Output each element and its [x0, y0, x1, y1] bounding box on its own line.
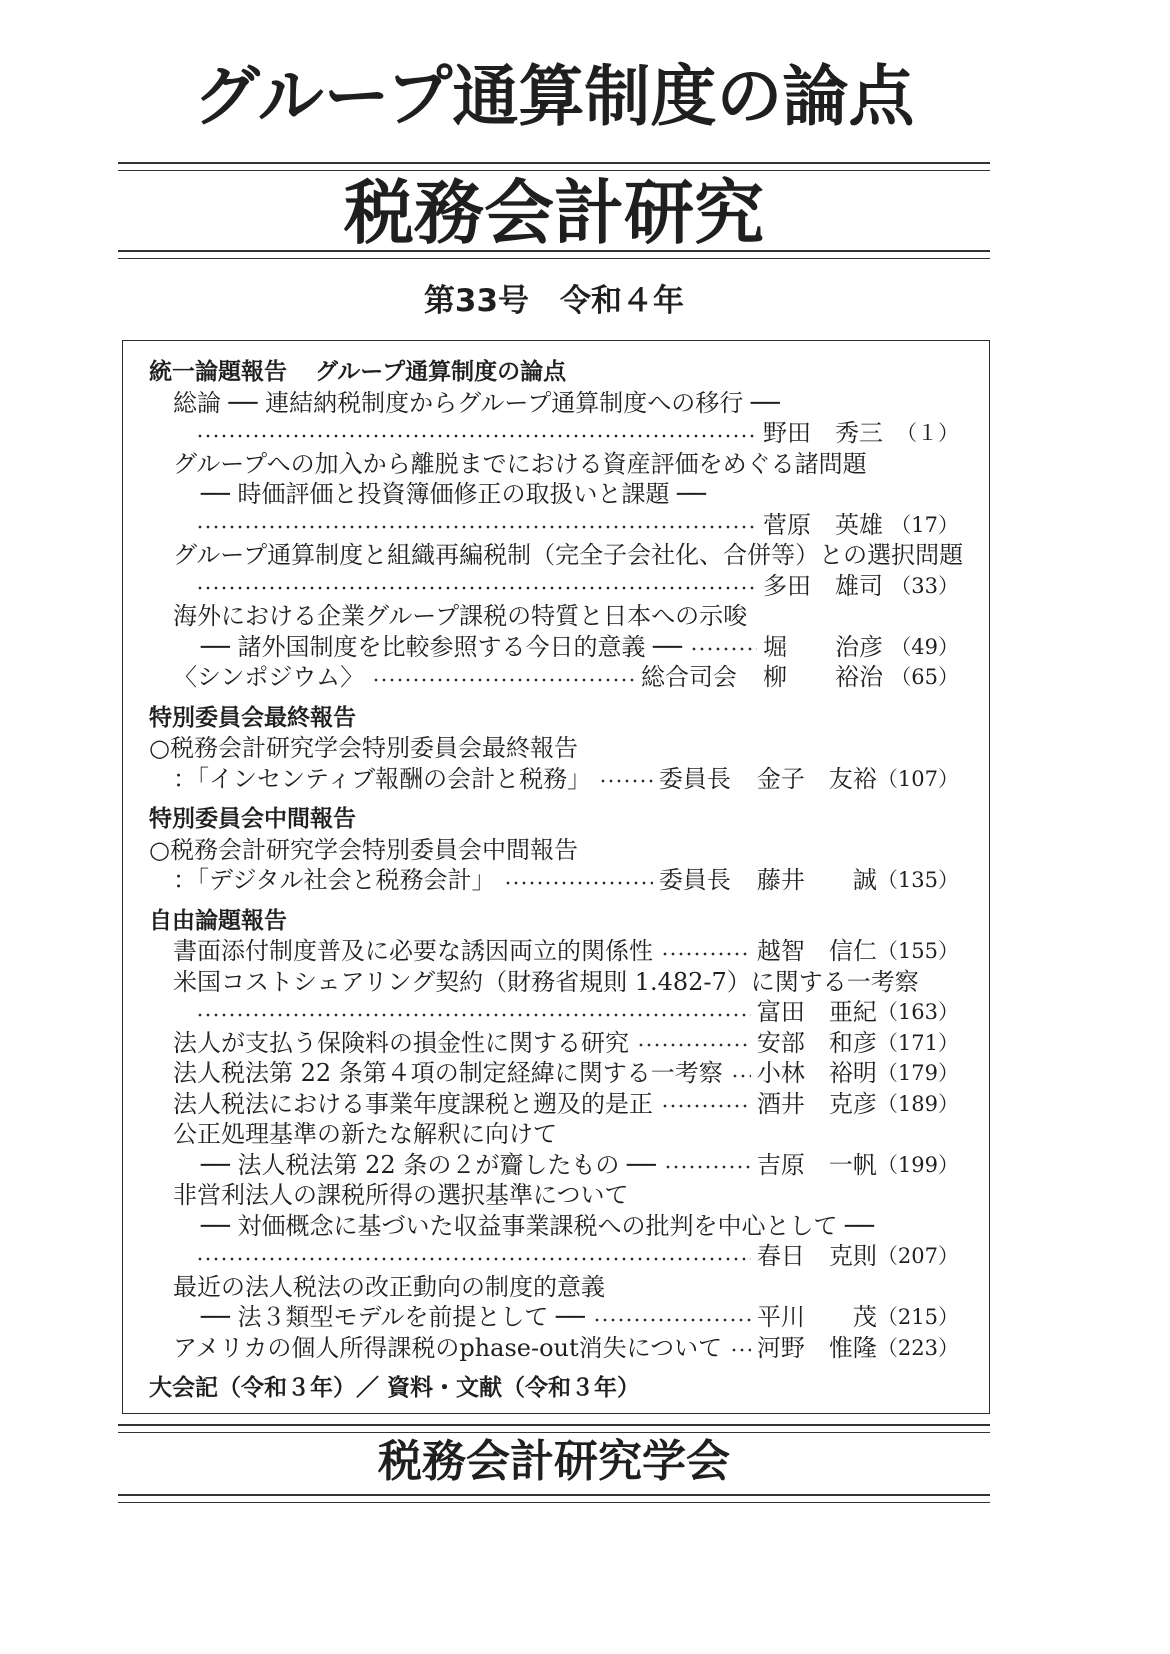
author-name: [763, 662, 883, 693]
section-heading: [149, 357, 959, 388]
author-given-name: 和彦: [828, 1028, 877, 1057]
entry-title: アメリカの個人所得課税のphase-out消失について: [173, 1333, 723, 1362]
author-given-name: 克則: [828, 1242, 877, 1270]
author-family-name: 平川: [756, 1303, 805, 1331]
section-heading: [149, 703, 959, 734]
author-family-name: 藤井: [756, 866, 805, 894]
entry-title-line: 海外における企業グループ課税の特質と日本への示唆: [173, 602, 748, 630]
dot-leader: [664, 1150, 751, 1180]
entry-leader-row: [149, 1333, 959, 1364]
double-rule: [118, 250, 990, 259]
double-rule: [118, 162, 990, 171]
issue-number: 第33号 令和４年: [423, 283, 685, 319]
entry-title-line: 公正処理基準の新たな解釈に向けて: [173, 1120, 557, 1148]
author-family-name: 酒井: [756, 1089, 805, 1118]
toc-entry: [149, 1180, 959, 1272]
dot-leader: [661, 1089, 751, 1119]
author-given-name: 英雄: [835, 510, 883, 539]
dot-leader: [731, 1058, 751, 1088]
entry-title-line: ○税務会計研究学会特別委員会中間報告: [149, 835, 578, 864]
table-of-contents: [122, 340, 990, 1414]
entry-leader-row: [149, 1028, 959, 1059]
author-role: 委員長: [658, 866, 731, 894]
page-number: （155）: [876, 939, 959, 963]
page-number: （179）: [876, 1061, 959, 1085]
toc-entry: [149, 540, 964, 601]
page-number: （163）: [876, 1000, 959, 1024]
author-name: [763, 632, 883, 663]
page-number: （107）: [876, 766, 959, 791]
author-name: [763, 418, 883, 449]
author-given-name: 一帆: [828, 1150, 877, 1179]
author-family-name: 小林: [756, 1059, 805, 1087]
author-role: 総合司会: [641, 663, 737, 691]
entry-title-line: 総論 ── 連結納税制度からグループ通算制度への移行 ──: [173, 388, 780, 417]
entry-leader-row: [149, 1150, 959, 1181]
entry-subtitle: ：「インセンティブ報酬の会計と税務」: [173, 764, 592, 793]
entry-leader-row: [149, 1302, 959, 1333]
author-name: [757, 997, 877, 1028]
entry-leader-row: [149, 418, 959, 449]
toc-entry: [149, 662, 959, 693]
entry-leader-row: [149, 662, 959, 693]
entry-title-line: 最近の法人税法の改正動向の制度的意義: [173, 1272, 605, 1301]
section-label: 特別委員会中間報告: [149, 806, 356, 832]
section-label: 特別委員会最終報告: [149, 704, 356, 731]
entry-leader-row: [149, 632, 959, 663]
author-family-name: 多田: [763, 571, 811, 600]
closing-note: 大会記（令和３年）／ 資料・文献（令和３年）: [149, 1375, 641, 1401]
author-family-name: 越智: [756, 937, 805, 965]
entry-title: 法人が支払う保険料の損金性に関する研究: [173, 1028, 629, 1057]
journal-title: 税務会計研究: [344, 172, 764, 254]
entry-leader-row: [149, 936, 959, 967]
entry-subtitle-line: ── 時価評価と投資簿価修正の取扱いと課題 ──: [201, 480, 707, 508]
author-given-name: 誠: [852, 866, 877, 894]
entry-title: 法人税法第 22 条第４項の制定経緯に関する一考察: [173, 1059, 723, 1087]
toc-entry: [149, 835, 959, 896]
dot-leader: [661, 936, 751, 966]
page-number: （33）: [890, 573, 959, 598]
entry-leader-row: [149, 997, 959, 1028]
entry-leader-row: [149, 1058, 959, 1089]
author-given-name: 茂: [852, 1303, 877, 1331]
entry-title-line: 米国コストシェアリング契約（財務省規則 1.482-7）に関する一考察: [173, 967, 919, 996]
toc-entry: [149, 967, 959, 1028]
toc-entry: [149, 1333, 959, 1364]
page-number: （215）: [876, 1305, 959, 1329]
author-name: [757, 764, 877, 795]
entry-leader-row: [149, 1089, 959, 1120]
entry-title: 法人税法における事業年度課税と遡及的是正: [173, 1089, 653, 1118]
toc-entry: [149, 733, 959, 794]
author-family-name: 野田: [763, 419, 811, 447]
author-family-name: 柳: [763, 663, 787, 691]
author-family-name: 春日: [756, 1242, 805, 1270]
section-heading: [149, 804, 959, 835]
author-given-name: 雄司: [835, 571, 883, 600]
author-family-name: 金子: [756, 764, 805, 793]
dot-leader: [504, 865, 653, 895]
author-given-name: 裕明: [828, 1059, 877, 1087]
author-given-name: 克彦: [828, 1089, 877, 1118]
toc-entry: [149, 1058, 959, 1089]
author-name: [757, 1058, 877, 1089]
section-heading: [149, 906, 959, 937]
entry-subtitle: ── 諸外国制度を比較参照する今日的意義 ──: [201, 632, 683, 661]
toc-entry: [149, 601, 959, 662]
author-family-name: 吉原: [756, 1150, 805, 1179]
entry-title-line: グループへの加入から離脱までにおける資産評価をめぐる諸問題: [173, 449, 867, 478]
section-label: 自由論題報告: [149, 907, 287, 934]
page-number: （223）: [876, 1335, 959, 1360]
entry-subtitle: ── 法３類型モデルを前提として ──: [201, 1303, 585, 1331]
author-name: [763, 510, 883, 541]
page-number: （65）: [890, 665, 959, 689]
publisher-name: 税務会計研究学会: [378, 1436, 730, 1487]
author-role: 委員長: [658, 764, 731, 793]
author-given-name: 治彦: [835, 632, 883, 661]
author-name: [757, 1241, 877, 1272]
page-number: （17）: [890, 512, 959, 537]
author-name: [763, 571, 883, 602]
author-family-name: 菅原: [763, 510, 811, 539]
author-name: [757, 936, 877, 967]
page-number: （189）: [876, 1091, 959, 1116]
author-given-name: 友裕: [828, 764, 877, 793]
dot-leader: [196, 997, 751, 1027]
author-family-name: 富田: [756, 998, 805, 1026]
author-given-name: 信仁: [828, 937, 877, 965]
author-name: [757, 1028, 877, 1059]
theme-title: グループ通算制度の論点: [193, 58, 915, 135]
entry-title: 書面添付制度普及に必要な誘因両立的関係性: [173, 937, 653, 965]
dot-leader: [196, 1241, 751, 1271]
double-rule: [118, 1424, 990, 1433]
toc-entry: [149, 1119, 959, 1180]
dot-leader: [372, 662, 635, 692]
double-rule: [118, 1494, 990, 1503]
dot-leader: [196, 510, 757, 540]
author-name: [757, 1150, 877, 1181]
dot-leader: [196, 418, 757, 448]
author-given-name: 亜紀: [828, 998, 877, 1026]
toc-entry: [149, 1028, 959, 1059]
page-number: （199）: [876, 1152, 959, 1177]
toc-entry: [149, 449, 959, 541]
author-family-name: 安部: [756, 1028, 805, 1057]
entry-leader-row: [149, 1241, 959, 1272]
dot-leader: [637, 1028, 751, 1058]
author-family-name: 堀: [763, 632, 787, 661]
entry-leader-row: [149, 510, 959, 541]
toc-entry: [149, 936, 959, 967]
author-family-name: 河野: [756, 1333, 805, 1362]
author-given-name: 裕治: [835, 663, 883, 691]
dot-leader: [730, 1333, 751, 1363]
page-number: （49）: [890, 634, 959, 659]
page-number: （207）: [876, 1244, 959, 1268]
dot-leader: [593, 1302, 751, 1332]
dot-leader: [599, 764, 653, 794]
page-number: （171）: [876, 1030, 959, 1055]
author-given-name: 惟隆: [828, 1333, 877, 1362]
author-name: [757, 1302, 877, 1333]
toc-entry: [149, 1089, 959, 1120]
entry-title-line: 非営利法人の課税所得の選択基準について: [173, 1181, 629, 1209]
author-name: [757, 1333, 877, 1364]
page-number: （１）: [896, 421, 959, 445]
toc-entry: [149, 388, 959, 449]
author-name: [757, 1089, 877, 1120]
page-number: （135）: [876, 868, 959, 892]
entry-leader-row: [149, 764, 959, 795]
entry-subtitle-line: ── 対価概念に基づいた収益事業課税への批判を中心として ──: [201, 1211, 875, 1240]
entry-leader-row: [149, 865, 959, 896]
author-given-name: 秀三: [835, 419, 883, 447]
author-name: [757, 865, 877, 896]
dot-leader: [196, 571, 757, 601]
dot-leader: [690, 632, 757, 662]
entry-title-line: グループ通算制度と組織再編税制（完全子会社化、合併等）との選択問題: [173, 541, 964, 569]
entry-title: 〈シンポジウム〉: [173, 663, 365, 691]
entry-leader-row: [149, 571, 959, 602]
section-theme: グループ通算制度の論点: [315, 359, 567, 385]
entry-subtitle: ：「デジタル社会と税務会計」: [173, 866, 496, 894]
toc-entry: [149, 1272, 959, 1333]
section-label: 統一論題報告: [149, 359, 287, 385]
entry-title-line: ○税務会計研究学会特別委員会最終報告: [149, 734, 578, 762]
entry-subtitle: ── 法人税法第 22 条の２が齎したもの ──: [201, 1150, 656, 1179]
